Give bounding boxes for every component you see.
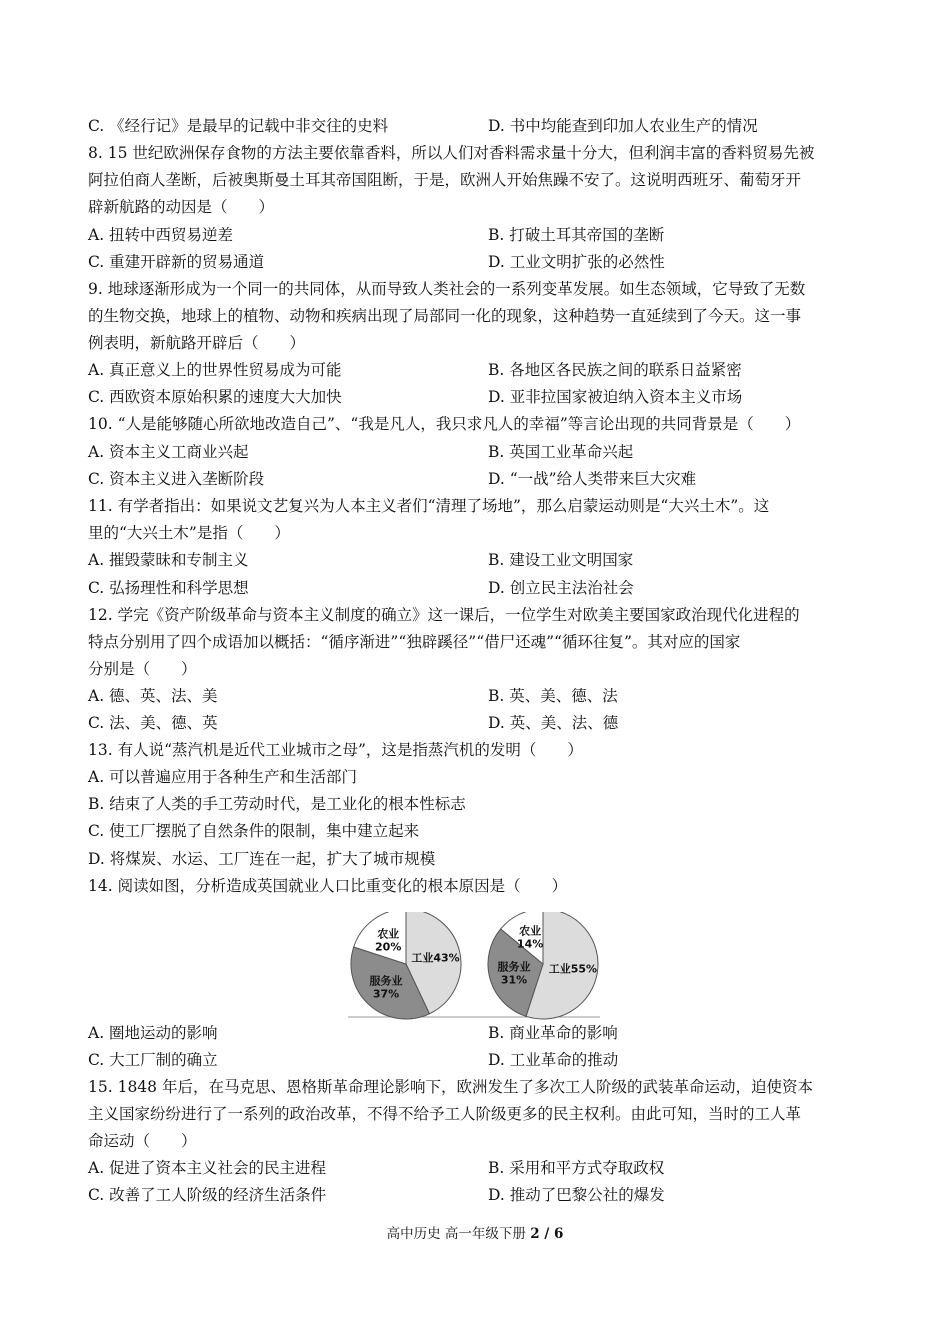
q11-stem-line-1: 11. 有学者指出：如果说文艺复兴为人本主义者们“清理了场地”，那么启蒙运动则是“大兴土木”。这 [88,497,770,515]
q14-option-d: D. 工业革命的推动 [488,1051,619,1069]
pie-label-工业: 工业43% [411,951,460,965]
q14-option-c: C. 大工厂制的确立 [88,1051,218,1069]
q8-stem-line-1: 8. 15 世纪欧洲保存食物的方法主要依靠香料，所以人们对香料需求量十分大，但利润丰富的香料贸易先被 [88,144,815,162]
q12-option-b: B. 英、美、德、法 [488,687,618,705]
q14-stem-line-1: 14. 阅读如图，分析造成英国就业人口比重变化的根本原因是（ ） [88,877,568,895]
q12-stem-line-2: 特点分别用了四个成语加以概括：“循序渐进”“独辟蹊径”“借尸还魂”“循环往复”。其对应的国家 [88,633,741,651]
employment-pie-charts [344,912,606,1020]
q10-option-a: A. 资本主义工商业兴起 [88,443,249,461]
q15-option-c: C. 改善了工人阶级的经济生活条件 [88,1186,327,1204]
pie-chart-before [351,912,461,1019]
q9-stem-line-3: 例表明，新航路开辟后（ ） [88,334,306,352]
page-footer [0,1222,950,1242]
q8-option-b: B. 打破土耳其帝国的垄断 [488,226,665,244]
q13-stem-line-1: 13. 有人说“蒸汽机是近代工业城市之母”，这是指蒸汽机的发明（ ） [88,741,583,759]
q15-stem-line-2: 主义国家纷纷进行了一系列的政治改革，不得不给予工人阶级更多的民主权利。由此可知，当时的工人革 [88,1105,802,1123]
q7-option-d: D. 书中均能查到印加人农业生产的情况 [488,117,758,135]
q12-stem-line-3: 分别是（ ） [88,660,197,678]
q11-option-a: A. 摧毁蒙昧和专制主义 [88,551,249,569]
q10-stem-line-1: 10. “人是能够随心所欲地改造自己”、“我是凡人，我只求凡人的幸福”等言论出现的共同背景是（ ） [88,415,801,433]
q12-option-d: D. 英、美、法、德 [488,714,619,732]
q11-stem-line-2: 里的“大兴土木”是指（ ） [88,524,290,542]
q8-stem-line-2: 阿拉伯商人垄断，后被奥斯曼土耳其帝国阻断，于是，欧洲人开始焦躁不安了。这说明西班牙、葡萄牙开 [88,171,802,189]
q15-stem-line-1: 15. 1848 年后，在马克思、恩格斯革命理论影响下，欧洲发生了多次工人阶级的武装革命运动，迫使资本 [88,1078,813,1096]
q15-stem-line-3: 命运动（ ） [88,1132,197,1150]
q9-option-b: B. 各地区各民族之间的联系日益紧密 [488,361,742,379]
pie-label-工业: 工业55% [548,962,598,976]
pie-chart-after [488,912,598,1019]
q15-option-a: A. 促进了资本主义社会的民主进程 [88,1159,327,1177]
q8-stem-line-3: 辟新航路的动因是（ ） [88,198,275,216]
q9-stem-line-2: 的生物交换，地球上的植物、动物和疾病出现了局部同一化的现象，这种趋势一直延续到了今天。这一事 [88,307,802,325]
q8-option-d: D. 工业文明扩张的必然性 [488,253,665,271]
q9-option-a: A. 真正意义上的世界性贸易成为可能 [88,361,342,379]
q12-option-a: A. 德、英、法、美 [88,687,218,705]
pie-label-农业: 农业 14% [516,924,544,951]
q11-option-c: C. 弘扬理性和科学思想 [88,579,249,597]
q12-stem-line-1: 12. 学完《资产阶级革命与资本主义制度的确立》这一课后，一位学生对欧美主要国家政治现代化进程的 [88,606,800,624]
pie-label-服务业: 服务业 31% [497,960,531,987]
page-number: 2 / 6 [530,1226,564,1242]
q11-option-b: B. 建设工业文明国家 [488,551,634,569]
q8-option-a: A. 扭转中西贸易逆差 [88,226,234,244]
q9-option-c: C. 西欧资本原始积累的速度大大加快 [88,388,342,406]
q10-option-b: B. 英国工业革命兴起 [488,443,634,461]
q13-option-d: D. 将煤炭、水运、工厂连在一起，扩大了城市规模 [88,850,436,868]
q15-option-b: B. 采用和平方式夺取政权 [488,1159,665,1177]
q10-option-c: C. 资本主义进入垄断阶段 [88,470,265,488]
q13-option-a: A. 可以普遍应用于各种生产和生活部门 [88,768,358,786]
pie-label-服务业: 服务业 37% [369,974,403,1001]
q12-option-c: C. 法、美、德、英 [88,714,218,732]
footer-title: 高中历史 高一年级下册 [386,1226,531,1242]
q8-option-c: C. 重建开辟新的贸易通道 [88,253,265,271]
q15-option-d: D. 推动了巴黎公社的爆发 [488,1186,665,1204]
q9-option-d: D. 亚非拉国家被迫纳入资本主义市场 [488,388,743,406]
q13-option-b: B. 结束了人类的手工劳动时代，是工业化的根本性标志 [88,795,466,813]
q11-option-d: D. 创立民主法治社会 [488,579,634,597]
q14-option-a: A. 圈地运动的影响 [88,1024,218,1042]
q14-option-b: B. 商业革命的影响 [488,1024,618,1042]
q7-option-c: C. 《经行记》是最早的记载中非交往的史料 [88,117,389,135]
q13-option-c: C. 使工厂摆脱了自然条件的限制，集中建立起来 [88,822,420,840]
q10-option-d: D. “一战”给人类带来巨大灾难 [488,470,697,488]
q9-stem-line-1: 9. 地球逐渐形成为一个同一的共同体，从而导致人类社会的一系列变革发展。如生态领域，它导致了无数 [88,280,806,298]
pie-label-农业: 农业 20% [375,927,402,954]
